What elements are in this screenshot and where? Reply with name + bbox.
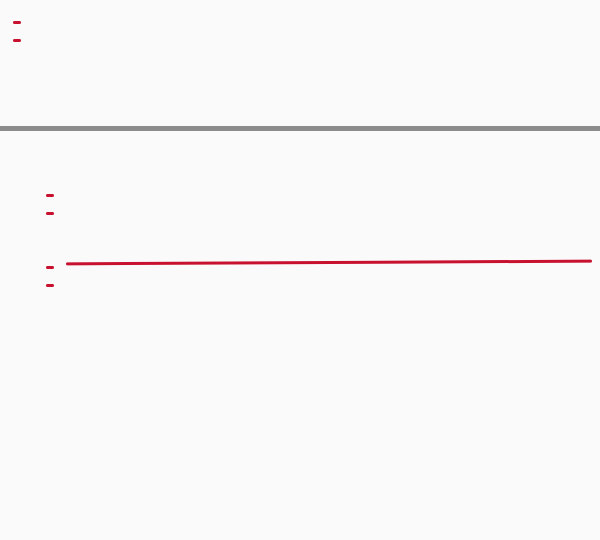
text-line xyxy=(50,320,588,338)
text-line xyxy=(50,266,588,284)
text-line xyxy=(50,302,588,320)
paragraph-13-2-4-line-2 xyxy=(17,21,590,39)
text-line xyxy=(50,338,588,356)
text-line xyxy=(50,356,588,374)
text-line xyxy=(50,194,588,212)
page-separator xyxy=(0,126,600,131)
text-line xyxy=(50,430,588,448)
text-line xyxy=(50,284,588,302)
text-line xyxy=(50,412,588,430)
paragraph-13-2-4-line-3 xyxy=(17,39,590,57)
paragraph-13-2-4-line-1 xyxy=(38,3,590,21)
text-line xyxy=(70,248,588,266)
text-line xyxy=(70,394,588,412)
text-line xyxy=(50,448,588,466)
text-line xyxy=(50,212,588,230)
